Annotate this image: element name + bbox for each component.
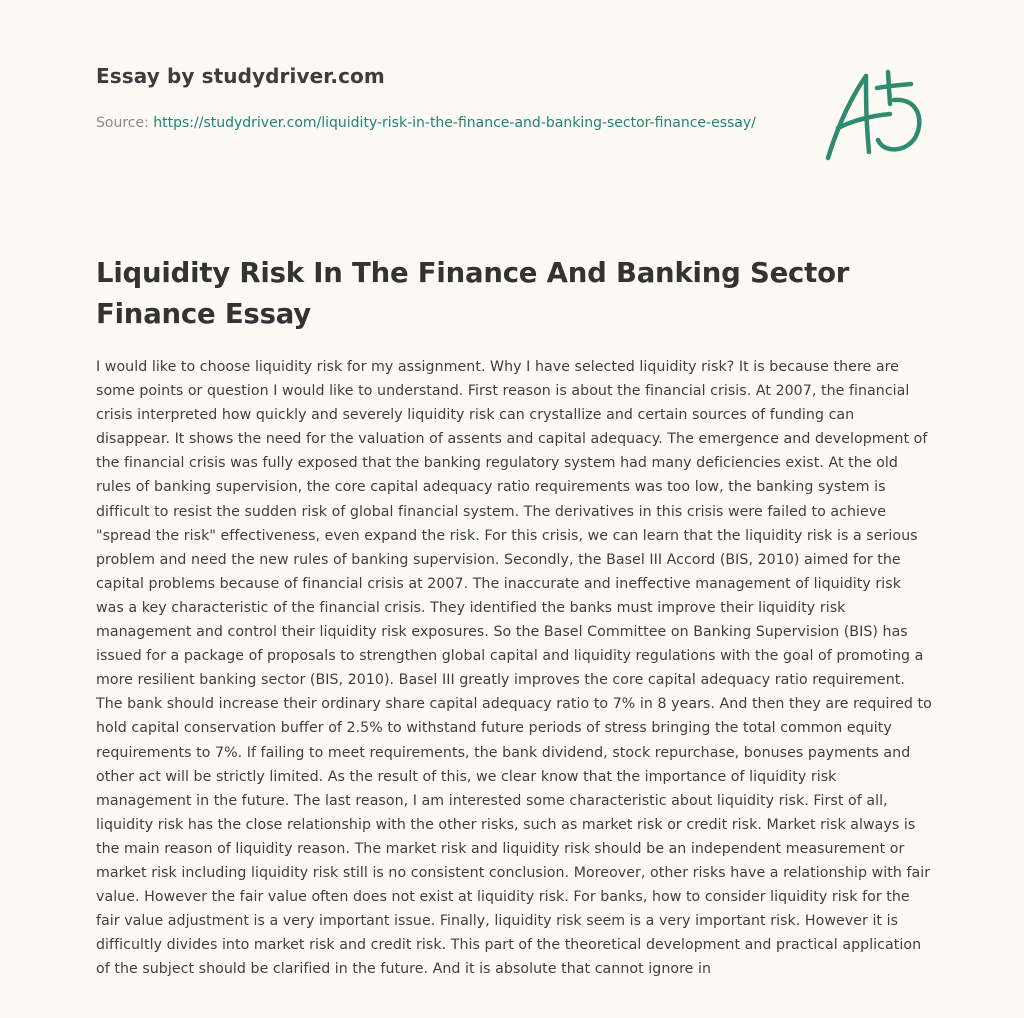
site-brand: Essay by studydriver.com [96,64,385,88]
source-line [96,112,776,134]
source-link[interactable]: https://studydriver.com/liquidity-risk-in-the-finance-and-banking-sector-finance-essay/ [153,115,756,131]
plus-horizontal [877,84,911,88]
essay-title: Liquidity Risk In The Finance And Banking Sector Finance Essay [96,257,850,330]
source-label: Source: [96,115,149,131]
a-letter-left-stroke [828,76,866,158]
a-letter-right-stroke [866,76,869,152]
a-plus-logo [822,68,926,164]
circle-stroke [878,100,919,149]
essay-body: I would like to choose liquidity risk for my assignment. Why I have selected liquidity risk? It is because there are some points or question I would like to understand. First reason is about the financial crisis. At 2007, the financial crisis interpreted how quickly and severely liquidity risk can crystallize and certain sources of funding can disappear. It shows the need for the valuation of assents and capital adequacy. The emergence and development of the financial crisis was fully exposed that the banking regulatory system had many deficiencies exist. At the old rules of banking supervision, the core capital adequacy ratio requirements was too low, the banking system is difficult to resist the sudden risk of global financial system. The derivatives in this crisis were failed to achieve "spread the risk" effectiveness, even expand the risk. For this crisis, we can learn that the liquidity risk is a serious problem and need the new rules of banking supervision. Secondly, the Basel III Accord (BIS, 2010) aimed for the capital problems because of financial crisis at 2007. The inaccurate and ineffective management of liquidity risk was a key characteristic of the financial crisis. They identified the banks must improve their liquidity risk management and control their liquidity risk exposures. So the Basel Committee on Banking Supervision (BIS) has issued for a package of proposals to strengthen global capital and liquidity regulations with the goal of promoting a more resilient banking sector (BIS, 2010). Basel III greatly improves the core capital adequacy ratio requirement. The bank should increase their ordinary share capital adequacy ratio to 7% in 8 years. And then they are required to hold capital conservation buffer of 2.5% to withstand future periods of stress bringing the total common equity requirements to 7%. If failing to meet requirements, the bank dividend, stock repurchase, bonuses payments and other act will be strictly limited. As the result of this, we clear know that the importance of liquidity risk management in the future. The last reason, I am interested some characteristic about liquidity risk. First of all, liquidity risk has the close relationship with the other risks, such as market risk or credit risk. Market risk always is the main reason of liquidity reason. The market risk and liquidity risk should be an independent measurement or market risk including liquidity risk still is no consistent conclusion. Moreover, other risks have a relationship with fair value. However the fair value often does not exist at liquidity risk. For banks, how to consider liquidity risk for the fair value adjustment is a very important issue. Finally, liquidity risk seem is a very important risk. However it is difficultly divides into market risk and credit risk. This part of the theoretical development and practical application of the subject should be clarified in the future. And it is absolute that cannot ignore in [96,359,932,978]
a-plus-grade-icon [822,68,926,164]
